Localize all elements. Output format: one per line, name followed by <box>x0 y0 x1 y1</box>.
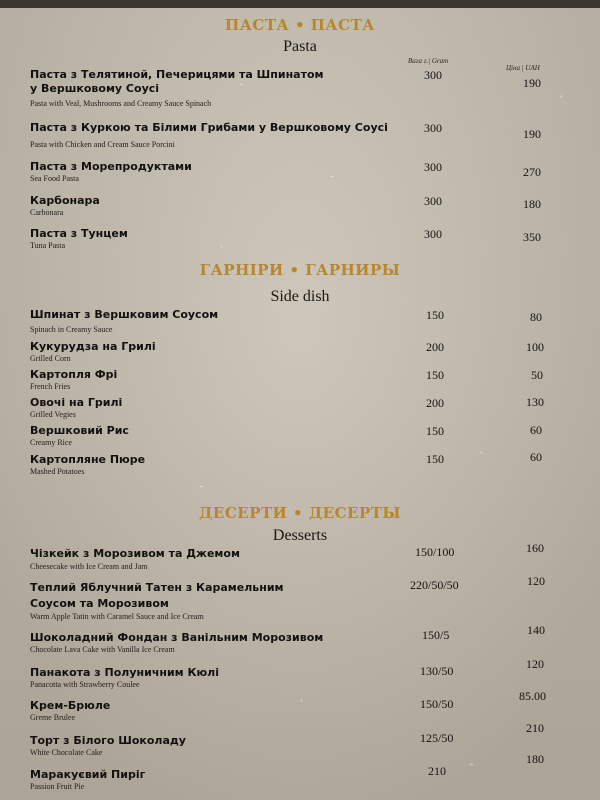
item-price: 85.00 <box>519 689 546 703</box>
item-weight: 150/100 <box>415 545 455 559</box>
item-name: Шпинат з Вершковим Соусом <box>30 308 219 321</box>
item-name: Картопляне Пюре <box>30 453 146 466</box>
item-price: 190 <box>523 76 541 90</box>
item-name: Панакота з Полуничним Кюлі <box>30 666 220 679</box>
item-name: Паста з Морепродуктами <box>30 160 192 173</box>
item-name: Кукурудза на Грилі <box>30 340 156 353</box>
menu-item-creamy-rice <box>30 424 129 448</box>
menu-item-tuna-pasta <box>30 227 128 251</box>
menu-item-fries <box>30 368 117 392</box>
item-english-name: Sea Food Pasta <box>30 174 79 183</box>
item-english-name: Creamy Rice <box>30 438 72 447</box>
menu-item-apple-tatin <box>30 580 284 622</box>
item-name: Шоколадний Фондан з Ванільним Морозивом <box>30 631 324 644</box>
item-name: Чізкейк з Морозивом та Джемом <box>30 547 240 560</box>
item-weight: 300 <box>424 227 442 241</box>
item-english-name: Mashed Potatoes <box>30 467 85 476</box>
item-english-name: Grilled Corn <box>30 354 71 363</box>
paper-fiber <box>330 176 333 178</box>
menu-item-pasta-veal <box>30 68 324 109</box>
item-weight: 125/50 <box>420 731 454 745</box>
item-english-name: Pasta with Chicken and Cream Sauce Porcini <box>30 140 175 149</box>
item-price: 50 <box>531 368 543 382</box>
sides-section-subtitle: Side dish <box>270 288 330 305</box>
item-price: 180 <box>523 197 541 211</box>
item-english-name: Warm Apple Tatin with Caramel Sauce and Ice Cream <box>30 612 204 621</box>
item-weight: 300 <box>424 121 442 135</box>
price-column-header: Ціна | UAH <box>506 64 540 72</box>
paper-fiber <box>470 764 473 766</box>
item-price: 60 <box>530 450 542 464</box>
item-price: 100 <box>526 340 544 354</box>
menu-item-cheesecake <box>30 547 240 572</box>
menu-item-spinach <box>30 308 218 335</box>
item-weight: 210 <box>428 764 446 778</box>
item-weight: 150 <box>426 368 444 382</box>
desserts-section-subtitle: Desserts <box>272 527 328 544</box>
item-weight: 130/50 <box>420 664 454 678</box>
item-price: 130 <box>526 395 544 409</box>
desserts-section-title: ДЕСЕРТИ • ДЕСЕРТЫ <box>199 504 401 522</box>
menu-item-panacotta <box>30 666 219 690</box>
menu-item-mashed-potatoes <box>30 453 145 477</box>
item-weight: 300 <box>424 194 442 208</box>
item-name: Паста з Тунцем <box>30 227 128 240</box>
item-weight: 300 <box>424 68 442 82</box>
item-weight: 200 <box>426 340 444 354</box>
menu-item-seafood-pasta <box>30 160 192 184</box>
item-name: Картопля Фрі <box>30 368 118 381</box>
item-weight: 150 <box>426 308 444 322</box>
item-english-name: White Chocolate Cake <box>30 748 103 757</box>
item-weight: 300 <box>424 160 442 174</box>
menu-item-white-chocolate-cake <box>30 734 186 758</box>
item-name: Карбонара <box>30 194 100 207</box>
item-price: 190 <box>523 127 541 141</box>
item-weight: 220/50/50 <box>410 578 459 592</box>
pasta-section-title: ПАСТА • ПАСТА <box>225 16 375 34</box>
item-name-continued: Соусом та Морозивом <box>30 597 169 610</box>
menu-item-carbonara <box>30 194 100 218</box>
item-weight: 150 <box>426 424 444 438</box>
item-name: Овочі на Грилі <box>30 396 123 409</box>
paper-fiber <box>220 245 222 248</box>
item-english-name: Greme Brulee <box>30 713 76 722</box>
item-english-name: Spinach in Creamy Sauce <box>30 325 113 334</box>
item-price: 180 <box>526 752 544 766</box>
item-price: 140 <box>527 623 545 637</box>
item-english-name: Pasta with Veal, Mushrooms and Creamy Sauce Spinach <box>30 99 212 108</box>
item-weight: 150 <box>426 452 444 466</box>
menu-item-grilled-vegies <box>30 396 122 420</box>
item-price: 60 <box>530 423 542 437</box>
item-english-name: Tuna Pasta <box>30 241 66 250</box>
item-name: Паста з Телятиной, Печерицями та Шпинатом <box>30 68 324 81</box>
item-weight: 150/5 <box>422 628 450 642</box>
item-price: 120 <box>527 574 545 588</box>
item-english-name: Cheesecake with Ice Cream and Jam <box>30 562 148 571</box>
paper-fiber <box>200 486 203 488</box>
menu-item-lava-cake <box>30 631 323 655</box>
item-name: Маракуєвий Пиріг <box>30 768 146 781</box>
menu-item-pasta-chicken <box>30 121 388 150</box>
item-english-name: French Fries <box>30 382 71 391</box>
item-name: Теплий Яблучний Татен з Карамельним <box>30 581 284 594</box>
item-english-name: Grilled Vegies <box>30 410 76 419</box>
paper-fiber <box>300 699 302 702</box>
item-price: 80 <box>530 310 542 324</box>
paper-fiber <box>480 451 483 454</box>
item-price: 160 <box>526 541 544 555</box>
item-english-name: Panacotta with Strawberry Coulee <box>30 680 140 689</box>
item-price: 210 <box>526 721 544 735</box>
item-name: Вершковий Рис <box>30 424 129 437</box>
sides-section-title: ГАРНІРИ • ГАРНИРЫ <box>199 261 401 279</box>
gram-column-header: Вага г.| Gram <box>408 57 449 65</box>
item-price: 270 <box>523 165 541 179</box>
item-weight: 200 <box>426 396 444 410</box>
item-name: Крем-Брюле <box>30 699 111 712</box>
item-name: Паста з Куркою та Білими Грибами у Вершковому Соусі <box>30 121 388 134</box>
menu-item-corn <box>30 340 156 364</box>
item-weight: 150/50 <box>420 697 454 711</box>
item-name-continued: у Вершковому Соусі <box>30 82 160 95</box>
menu-item-passion-fruit-pie <box>30 768 145 792</box>
pasta-section-subtitle: Pasta <box>283 38 317 55</box>
paper-fiber <box>560 95 563 98</box>
item-english-name: Passion Fruit Pie <box>30 782 85 791</box>
item-english-name: Carbonara <box>30 208 64 217</box>
item-name: Торт з Білого Шоколаду <box>30 734 186 747</box>
menu-item-creme-brulee <box>30 699 110 723</box>
item-english-name: Chocolate Lava Cake with Vanilla Ice Cream <box>30 645 175 654</box>
item-price: 350 <box>523 230 541 244</box>
page-top-edge <box>0 0 600 8</box>
item-price: 120 <box>526 657 544 671</box>
